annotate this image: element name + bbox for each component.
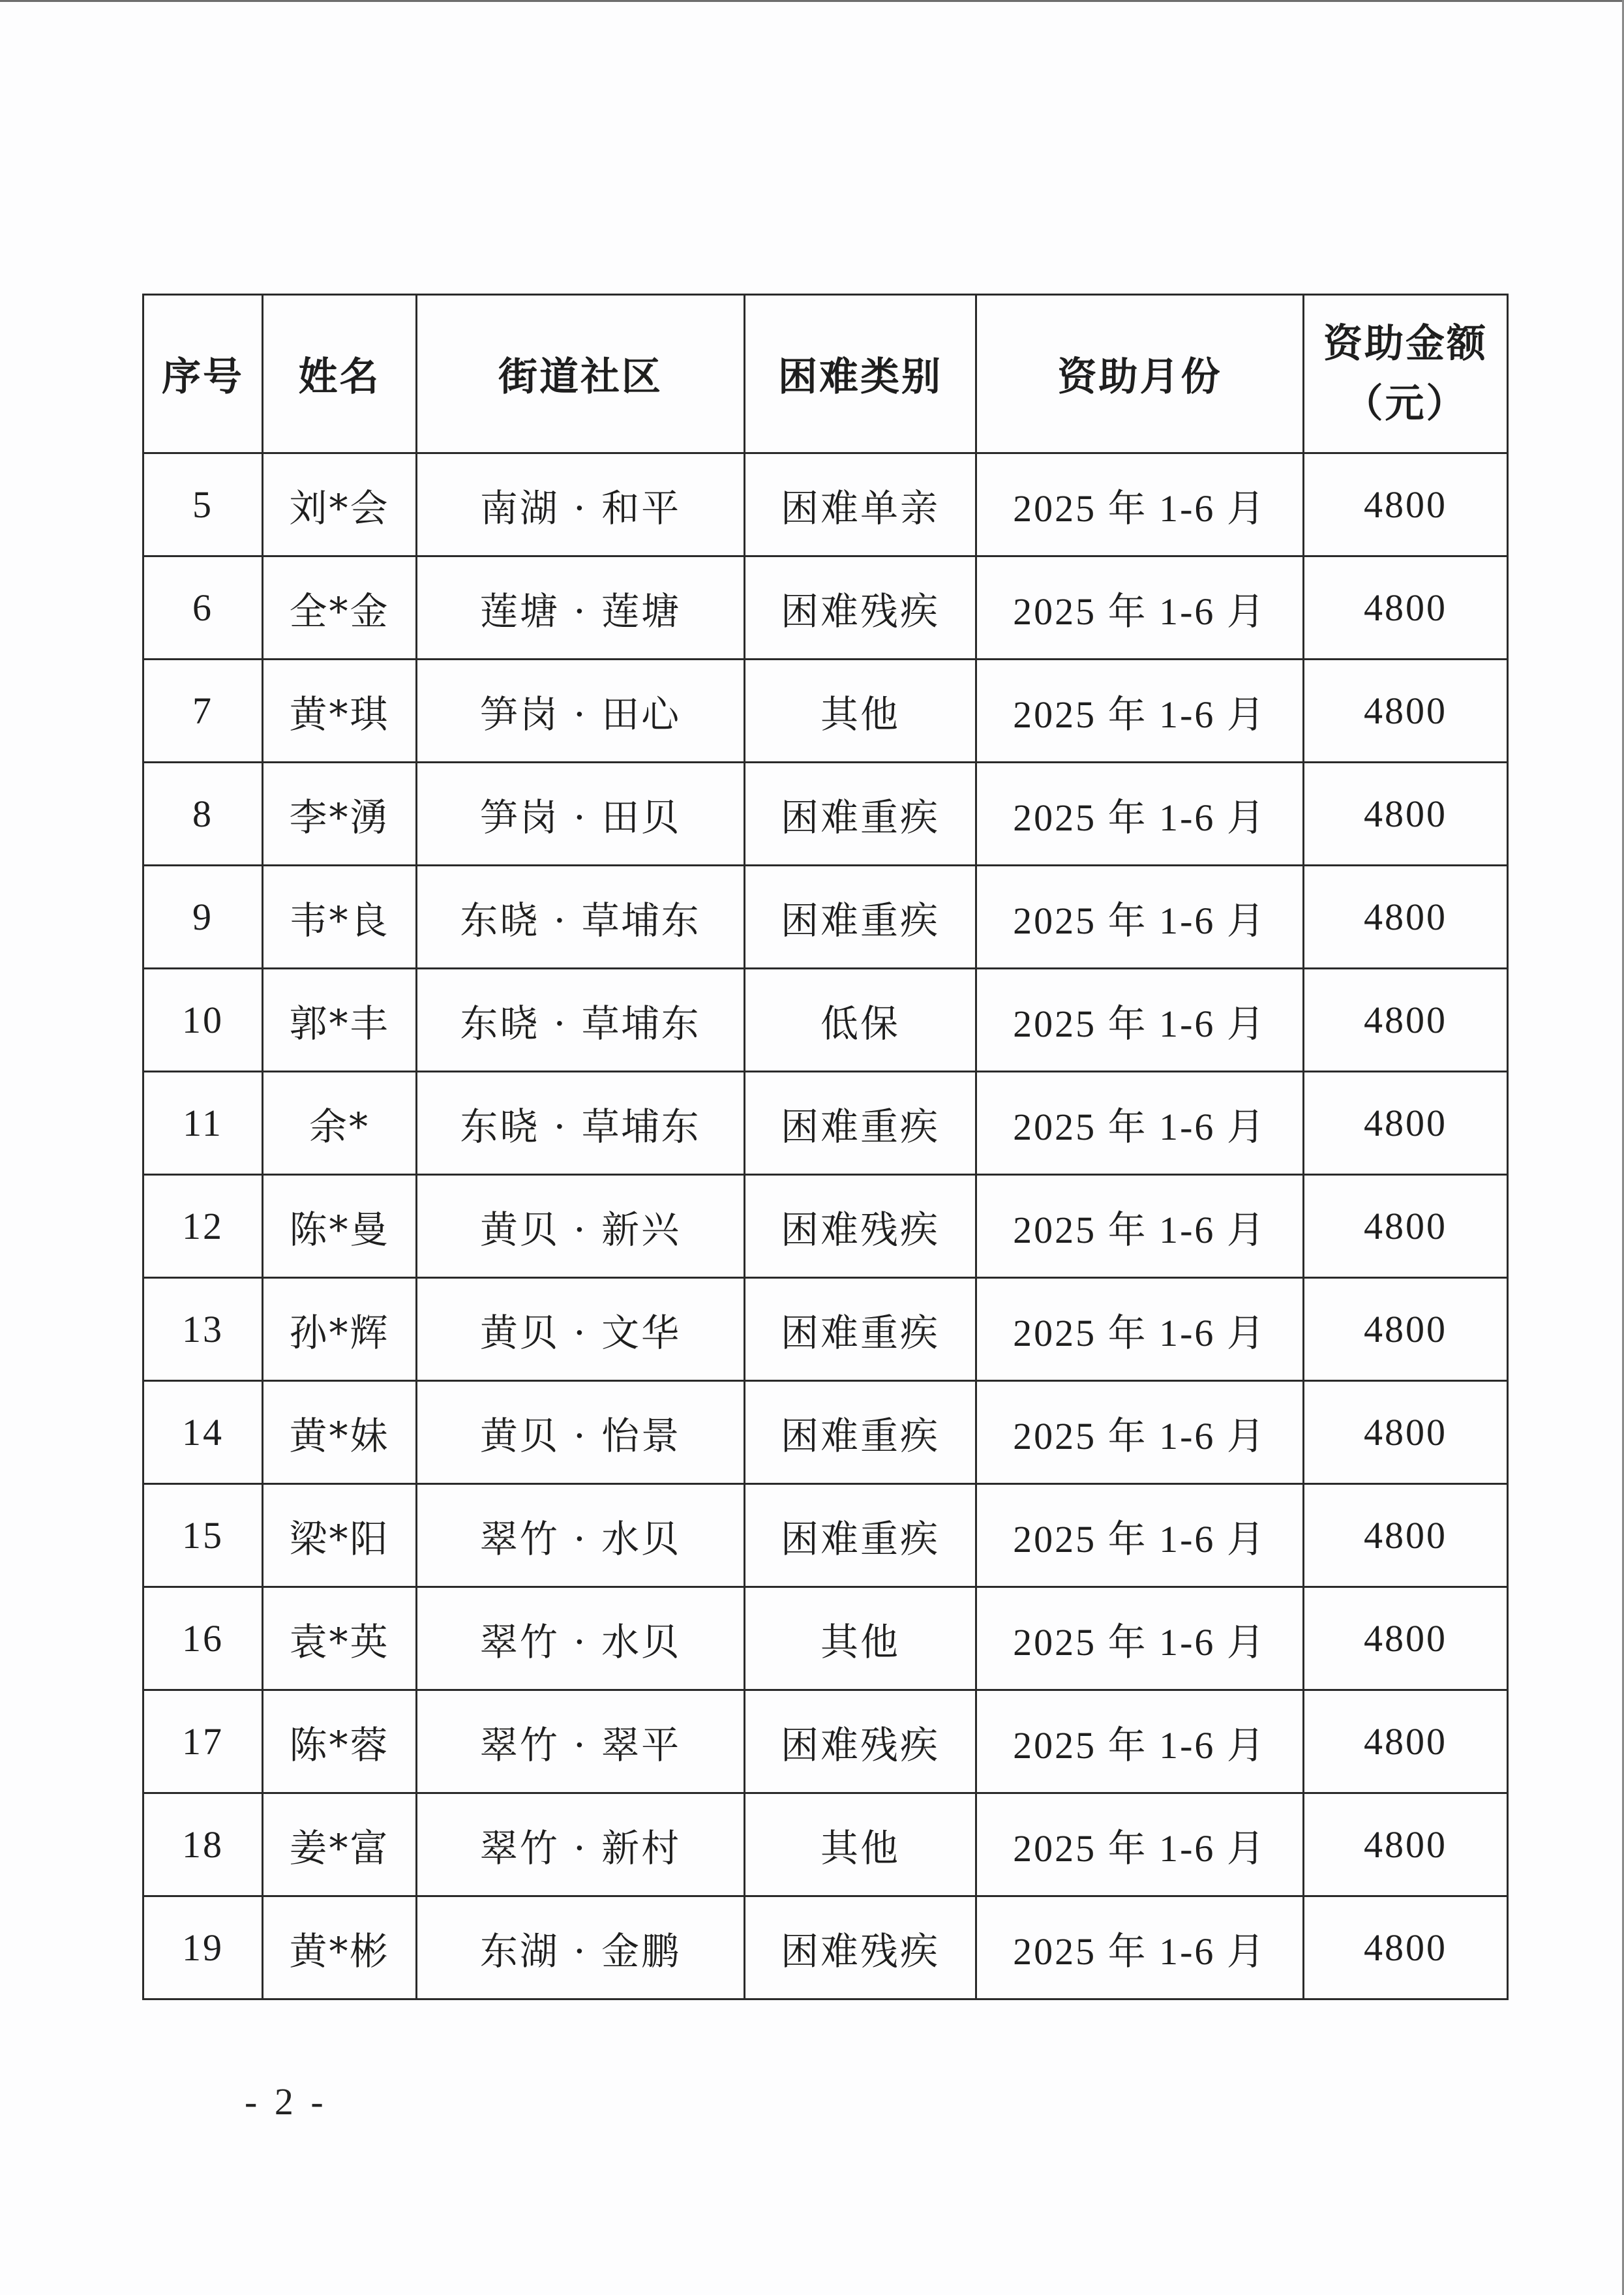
header-row <box>143 295 1508 453</box>
cell-name: 全*金 <box>263 556 417 660</box>
cell-month: 2025 年 1-6 月 <box>976 1381 1304 1484</box>
cell-seq: 11 <box>143 1072 263 1175</box>
cell-name: 刘*会 <box>263 453 417 556</box>
cell-name: 黄*彬 <box>263 1896 417 1999</box>
cell-category: 低保 <box>745 969 976 1072</box>
table-row <box>143 1072 1508 1175</box>
cell-seq: 6 <box>143 556 263 660</box>
table-body <box>143 453 1508 1999</box>
cell-community: 笋岗 · 田心 <box>417 660 745 763</box>
table-row <box>143 763 1508 866</box>
table-row <box>143 866 1508 969</box>
cell-name: 黄*妹 <box>263 1381 417 1484</box>
cell-name: 陈*蓉 <box>263 1690 417 1793</box>
cell-seq: 5 <box>143 453 263 556</box>
cell-seq: 14 <box>143 1381 263 1484</box>
cell-category: 困难重疾 <box>745 763 976 866</box>
cell-amount: 4800 <box>1304 660 1508 763</box>
cell-community: 翠竹 · 新村 <box>417 1793 745 1896</box>
cell-amount: 4800 <box>1304 453 1508 556</box>
header-amount <box>1304 295 1508 453</box>
cell-name: 孙*辉 <box>263 1278 417 1381</box>
table-row <box>143 660 1508 763</box>
header-category: 困难类别 <box>745 295 976 453</box>
cell-seq: 12 <box>143 1175 263 1278</box>
cell-seq: 15 <box>143 1484 263 1587</box>
cell-seq: 16 <box>143 1587 263 1690</box>
cell-month: 2025 年 1-6 月 <box>976 660 1304 763</box>
cell-category: 困难重疾 <box>745 1381 976 1484</box>
cell-category: 困难单亲 <box>745 453 976 556</box>
cell-category: 困难残疾 <box>745 1896 976 1999</box>
header-community: 街道社区 <box>417 295 745 453</box>
cell-month: 2025 年 1-6 月 <box>976 1896 1304 1999</box>
cell-amount: 4800 <box>1304 1175 1508 1278</box>
cell-amount: 4800 <box>1304 1381 1508 1484</box>
cell-amount: 4800 <box>1304 1896 1508 1999</box>
cell-community: 笋岗 · 田贝 <box>417 763 745 866</box>
table-row <box>143 1690 1508 1793</box>
cell-community: 黄贝 · 怡景 <box>417 1381 745 1484</box>
cell-category: 困难重疾 <box>745 1484 976 1587</box>
table-row <box>143 1484 1508 1587</box>
cell-month: 2025 年 1-6 月 <box>976 1690 1304 1793</box>
cell-seq: 19 <box>143 1896 263 1999</box>
cell-amount: 4800 <box>1304 1484 1508 1587</box>
cell-category: 困难残疾 <box>745 1690 976 1793</box>
page-top-edge <box>0 0 1624 2</box>
table-row <box>143 556 1508 660</box>
cell-amount: 4800 <box>1304 1587 1508 1690</box>
cell-category: 其他 <box>745 1587 976 1690</box>
cell-month: 2025 年 1-6 月 <box>976 866 1304 969</box>
header-month: 资助月份 <box>976 295 1304 453</box>
cell-amount: 4800 <box>1304 866 1508 969</box>
cell-category: 困难残疾 <box>745 1175 976 1278</box>
cell-community: 翠竹 · 水贝 <box>417 1587 745 1690</box>
cell-community: 南湖 · 和平 <box>417 453 745 556</box>
cell-category: 其他 <box>745 660 976 763</box>
cell-month: 2025 年 1-6 月 <box>976 1484 1304 1587</box>
cell-month: 2025 年 1-6 月 <box>976 1072 1304 1175</box>
cell-name: 袁*英 <box>263 1587 417 1690</box>
cell-community: 东晓 · 草埔东 <box>417 866 745 969</box>
cell-month: 2025 年 1-6 月 <box>976 1793 1304 1896</box>
cell-seq: 18 <box>143 1793 263 1896</box>
header-seq: 序号 <box>143 295 263 453</box>
cell-month: 2025 年 1-6 月 <box>976 1278 1304 1381</box>
cell-amount: 4800 <box>1304 1278 1508 1381</box>
cell-amount: 4800 <box>1304 556 1508 660</box>
cell-community: 莲塘 · 莲塘 <box>417 556 745 660</box>
cell-amount: 4800 <box>1304 1690 1508 1793</box>
cell-name: 黄*琪 <box>263 660 417 763</box>
cell-amount: 4800 <box>1304 969 1508 1072</box>
cell-name: 陈*曼 <box>263 1175 417 1278</box>
cell-seq: 9 <box>143 866 263 969</box>
cell-name: 郭*丰 <box>263 969 417 1072</box>
cell-name: 韦*良 <box>263 866 417 969</box>
cell-community: 翠竹 · 水贝 <box>417 1484 745 1587</box>
table-row <box>143 1175 1508 1278</box>
header-name: 姓名 <box>263 295 417 453</box>
cell-community: 翠竹 · 翠平 <box>417 1690 745 1793</box>
table-row <box>143 1896 1508 1999</box>
cell-community: 黄贝 · 新兴 <box>417 1175 745 1278</box>
cell-category: 困难重疾 <box>745 866 976 969</box>
cell-amount: 4800 <box>1304 1072 1508 1175</box>
cell-category: 困难重疾 <box>745 1072 976 1175</box>
table-row <box>143 1381 1508 1484</box>
cell-seq: 8 <box>143 763 263 866</box>
table-row <box>143 1587 1508 1690</box>
cell-month: 2025 年 1-6 月 <box>976 1175 1304 1278</box>
cell-seq: 13 <box>143 1278 263 1381</box>
cell-name: 姜*富 <box>263 1793 417 1896</box>
cell-month: 2025 年 1-6 月 <box>976 969 1304 1072</box>
table-row <box>143 1278 1508 1381</box>
cell-amount: 4800 <box>1304 1793 1508 1896</box>
table-row <box>143 969 1508 1072</box>
table-row <box>143 1793 1508 1896</box>
cell-month: 2025 年 1-6 月 <box>976 1587 1304 1690</box>
cell-seq: 7 <box>143 660 263 763</box>
cell-community: 东湖 · 金鹏 <box>417 1896 745 1999</box>
cell-name: 余* <box>263 1072 417 1175</box>
cell-month: 2025 年 1-6 月 <box>976 556 1304 660</box>
table-row <box>143 453 1508 556</box>
table-header <box>143 295 1508 453</box>
cell-amount: 4800 <box>1304 763 1508 866</box>
cell-category: 其他 <box>745 1793 976 1896</box>
cell-seq: 10 <box>143 969 263 1072</box>
cell-seq: 17 <box>143 1690 263 1793</box>
cell-community: 黄贝 · 文华 <box>417 1278 745 1381</box>
cell-community: 东晓 · 草埔东 <box>417 1072 745 1175</box>
cell-name: 梁*阳 <box>263 1484 417 1587</box>
cell-month: 2025 年 1-6 月 <box>976 763 1304 866</box>
aid-table <box>142 294 1509 2000</box>
cell-community: 东晓 · 草埔东 <box>417 969 745 1072</box>
cell-month: 2025 年 1-6 月 <box>976 453 1304 556</box>
cell-category: 困难重疾 <box>745 1278 976 1381</box>
header-amount-line2: （元） <box>1344 381 1467 427</box>
cell-category: 困难残疾 <box>745 556 976 660</box>
cell-name: 李*湧 <box>263 763 417 866</box>
header-amount-line1: 资助金额 <box>1323 321 1488 367</box>
page-number: - 2 - <box>245 2080 327 2123</box>
